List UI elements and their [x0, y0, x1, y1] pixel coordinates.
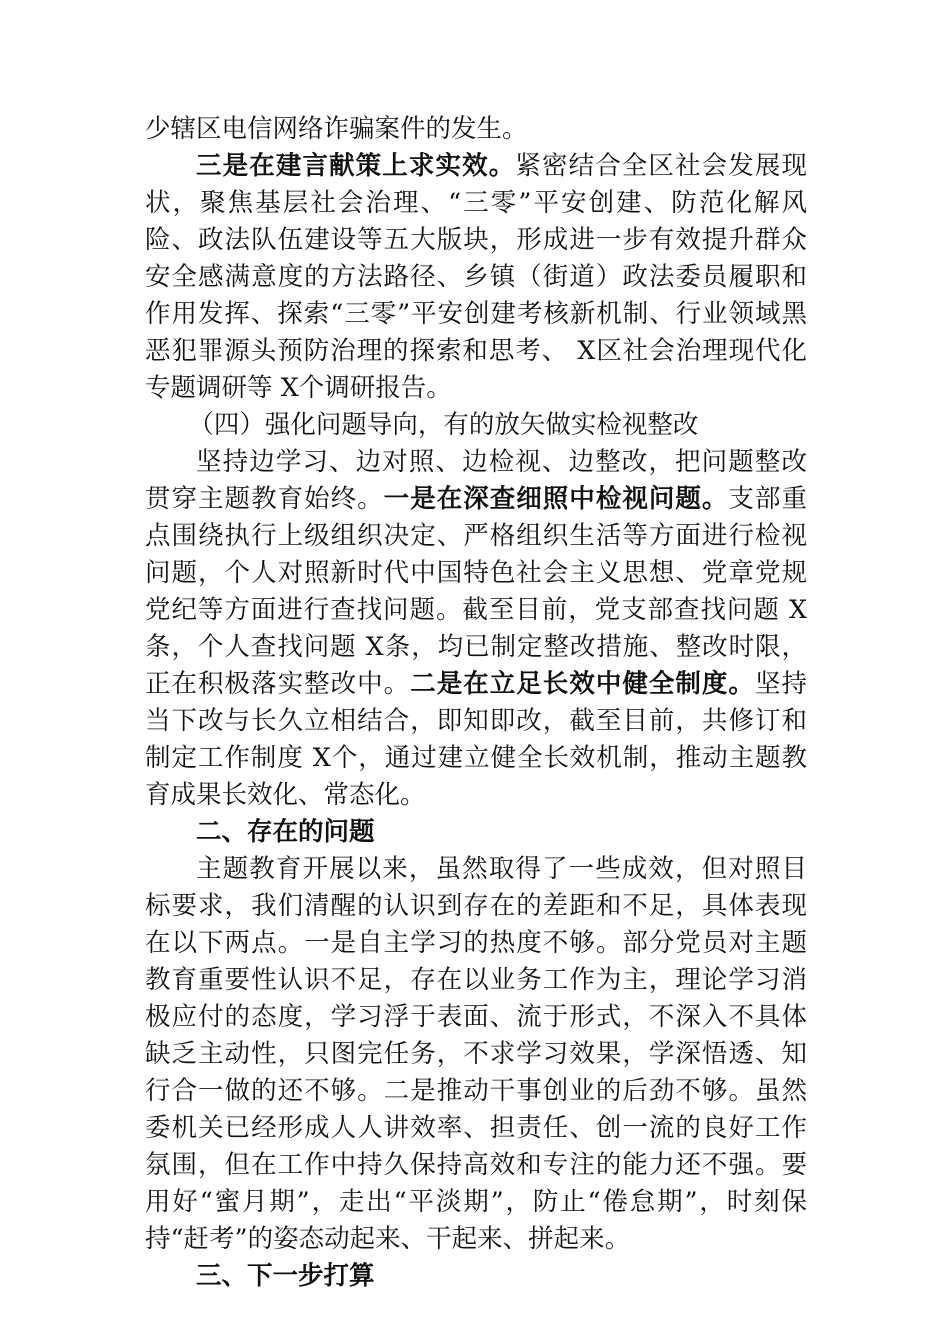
- paragraph-text: 主题教育开展以来，虽然取得了一些成效，但对照目标要求，我们清醒的认识到存在的差距和不足，具体表现在以下两点。一是自主学习的热度不够。部分党员对主题教育重要性认识不足，存在以业务工作为主，理论学习消极应付的态度，学习浮于表面、流于形式，不深入不具体缺乏主动性，只图完任务，不求学习效果，学深悟透、知行合一做的还不够。二是推动干事创业的后劲不够。虽然委机关已经形成人人讲效率、担责任、创一流的良好工作氛围，但在工作中持久保持高效和专注的能力还不强。要用好“蜜月期”，走出“平淡期”，防止“倦怠期”，时刻保持“赶考”的姿态动起来、干起来、拼起来。: [145, 854, 807, 1254]
- paragraph-suggestions: [145, 148, 807, 407]
- subheading-text: （四）强化问题导向，有的放矢做实检视整改: [188, 410, 699, 440]
- paragraph-text: 支部重点围绕执行上级组织决定、严格组织生活等方面进行检视问题，个人对照新时代中国特色社会主义思想、党章党规党纪等方面进行查找问题。截至目前，党支部查找问题 X条，个人查找问题 X条，均已制定整改措施、整改时限，正在积极落实整改中。: [145, 484, 807, 699]
- paragraph-text: 坚持边学习、边对照、边检视、边整改，把问题整改贯穿主题教育始终。: [145, 447, 807, 514]
- paragraph-text: 坚持当下改与长久立相结合，即知即改，截至目前，共修订和制定工作制度 X个，通过建立健全长效机制，推动主题教育成果长效化、常态化。: [145, 669, 807, 810]
- section-subheading-4: [145, 407, 807, 444]
- bold-lead: 一是在深查细照中检视问题。: [383, 484, 729, 514]
- paragraph-text: 少辖区电信网络诈骗案件的发生。: [145, 114, 528, 144]
- bold-lead: 二是在立足长效中健全制度。: [410, 669, 755, 699]
- bold-lead: 三是在建言献策上求实效。: [196, 151, 516, 181]
- document-body: [145, 111, 807, 1295]
- paragraph-existing-problems: [145, 851, 807, 1258]
- heading-text: 二、存在的问题: [196, 817, 375, 847]
- paragraph-text: 紧密结合全区社会发展现状，聚焦基层社会治理、“三零”平安创建、防范化解风险、政法队伍建设等五大版块，形成进一步有效提升群众安全感满意度的方法路径、乡镇（街道）政法委员履职和作用发挥、探索“三零”平安创建考核新机制、行业领域黑恶犯罪源头预防治理的探索和思考、 X区社会治理现代化专题调研等 X个调研报告。: [145, 151, 807, 403]
- section-heading-3: [145, 1258, 807, 1295]
- section-heading-2: [145, 814, 807, 851]
- paragraph-continuation: [145, 111, 807, 148]
- heading-text: 三、下一步打算: [196, 1261, 375, 1291]
- paragraph-problem-rectification: [145, 444, 807, 814]
